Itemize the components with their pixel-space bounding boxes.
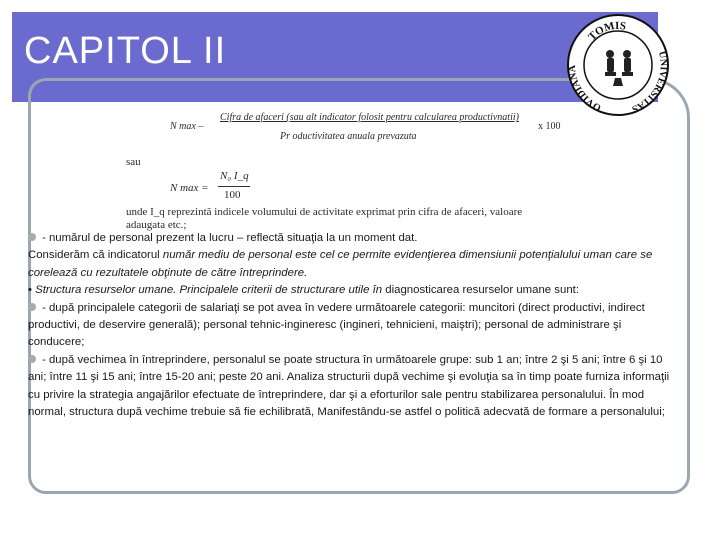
formula-fraction-line (218, 186, 250, 187)
paragraph-5-text: - după vechimea în întreprindere, personalul se poate structura în următoarele grupe: sub 1 an; între 2 şi 5 ani; între 6 şi 10 ani; între 11 şi 15 ani; între 15-20 ani; peste 20 ani. Analiza structurii după vechime şi evoluţia sa în timp poate furniza informaţii cu privire la strategia angajărilor efectuate de întreprindere, dar şi a eforturilor sale pentru stabilizarea personalului. În mod normal, structura după vechime trebuie să fie echilibrată, Manifestându-se astfel o politică adecvată de formare a personalului; (28, 353, 670, 419)
paragraph-2 (28, 247, 673, 282)
formula-lhs-2: N max = (170, 182, 209, 194)
bullet-icon (28, 303, 36, 311)
bullet-icon (28, 233, 36, 241)
slide-title: CAPITOL II (24, 30, 227, 72)
formula-lhs-1: N max – (170, 121, 204, 132)
seal-text-left: OVIDIANA (566, 64, 604, 114)
formula-sau: sau (126, 156, 141, 168)
seal-text-right: UNIVERSITAS (630, 50, 669, 115)
formula-denominator-1: Pr oductivitatea anuala prevazuta (280, 131, 417, 142)
paragraph-3-text-c: diagnosticarea resurselor umane sunt: (382, 284, 580, 297)
formula-unde: unde I_q reprezintă indicele volumului de activitate exprimat prin cifra de afaceri, valoare adaugata etc.; (126, 206, 523, 231)
formula-denominator-2: 100 (224, 189, 241, 201)
bullet-icon (28, 355, 36, 363)
seal-text-top: TOMIS (586, 19, 627, 43)
formula-multiplier: x 100 (538, 121, 561, 132)
formula-numerator-1: Cifra de afaceri (sau alt indicator folosit pentru calcularea productivnatii) (220, 112, 519, 123)
paragraph-2-text-a: Considerăm că indicatorul (28, 249, 163, 262)
body-text (28, 230, 673, 421)
paragraph-2-text-b: număr mediu de personal (162, 249, 293, 262)
paragraph-1 (28, 230, 673, 247)
paragraph-3-text-b: Structura resurselor umane. Principalele criterii de structurare utile în (35, 284, 383, 297)
formula-numerator-2: N₀ I_q (220, 170, 249, 182)
paragraph-1-text: - numărul de personal prezent la lucru – reflectă situaţia la un moment dat. (42, 232, 418, 244)
paragraph-4 (28, 300, 673, 352)
paragraph-3 (28, 282, 673, 299)
formula-block (120, 108, 580, 232)
university-seal-icon (565, 12, 671, 118)
paragraph-2-text-c: este cel ce permite evidenţierea dimensiunii potenţialului uman care se corelează cu rezultatele obţinute de către întreprindere. (28, 249, 653, 279)
paragraph-4-text: - după principalele categorii de salariaţi se pot avea în vedere următoarele categorii: muncitori (direct productivi, indirect productivi, de deservire generală); personal tehnic-ingineresc (ingineri, tehnicieni, maiştri); personal de administrare şi conducere; (28, 301, 645, 349)
paragraph-3-text-a: • (28, 284, 36, 297)
paragraph-5 (28, 352, 673, 422)
